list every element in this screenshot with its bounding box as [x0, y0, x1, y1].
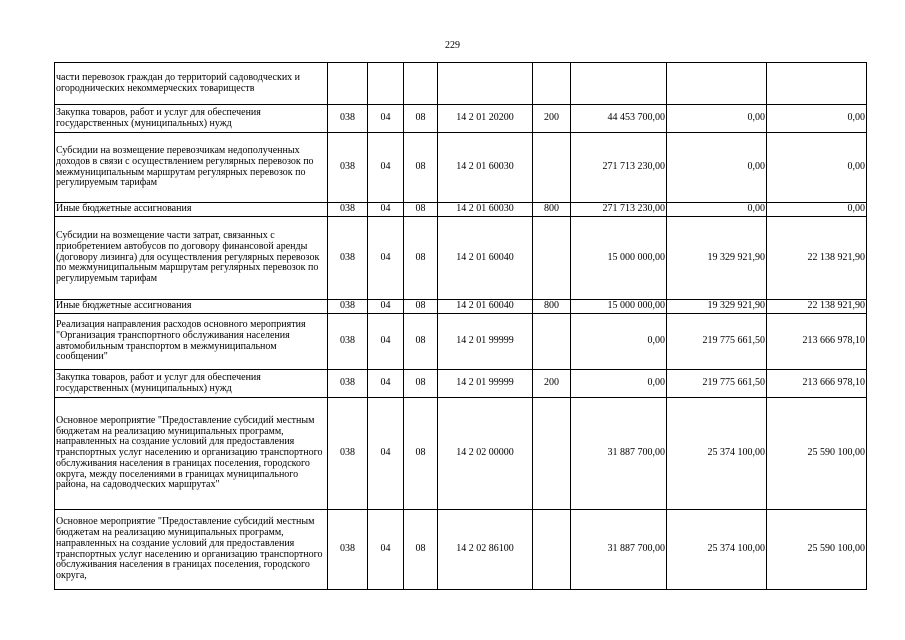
amount-year1-cell: 44 453 700,00	[571, 105, 667, 133]
ministry-code-cell: 038	[328, 203, 368, 217]
ministry-code-cell: 038	[328, 133, 368, 203]
description-cell: Основное мероприятие "Предоставление субсидий местным бюджетам на реализацию муниципальных программ, направленных на создание условий для предоставления транспортных услуг населению и организацию транспортного обслуживания населения в границах поселения, городского округа, между поселениями в границах муниципального района, на садоводческих маршрутах"	[55, 398, 328, 510]
section-code-cell: 04	[368, 300, 404, 314]
section-code-cell: 04	[368, 105, 404, 133]
amount-year1-cell: 0,00	[571, 314, 667, 370]
subsection-code-cell: 08	[404, 203, 438, 217]
expense-type-cell	[533, 217, 571, 300]
table-row	[55, 203, 867, 217]
table-row	[55, 133, 867, 203]
expense-type-cell: 800	[533, 300, 571, 314]
table-row	[55, 217, 867, 300]
target-article-cell: 14 2 01 60040	[438, 217, 533, 300]
target-article-cell: 14 2 01 60040	[438, 300, 533, 314]
section-code-cell: 04	[368, 370, 404, 398]
amount-year1-cell: 15 000 000,00	[571, 217, 667, 300]
amount-year2-cell: 0,00	[667, 105, 767, 133]
amount-year3-cell: 0,00	[767, 133, 867, 203]
page-number: 229	[445, 40, 460, 51]
amount-year3-cell: 0,00	[767, 203, 867, 217]
ministry-code-cell: 038	[328, 314, 368, 370]
target-article-cell: 14 2 01 20200	[438, 105, 533, 133]
amount-year3-cell	[767, 63, 867, 105]
ministry-code-cell: 038	[328, 510, 368, 590]
subsection-code-cell: 08	[404, 510, 438, 590]
section-code-cell	[368, 63, 404, 105]
description-cell: Иные бюджетные ассигнования	[55, 300, 328, 314]
ministry-code-cell: 038	[328, 370, 368, 398]
description-cell: части перевозок граждан до территорий садоводческих и огороднических некоммерческих товариществ	[55, 63, 328, 105]
amount-year3-cell: 22 138 921,90	[767, 217, 867, 300]
amount-year1-cell: 31 887 700,00	[571, 510, 667, 590]
description-cell: Основное мероприятие "Предоставление субсидий местным бюджетам на реализацию муниципальных программ, направленных на создание условий для предоставления транспортных услуг населению и организацию транспортного обслуживания населения в границах поселения, городского округа,	[55, 510, 328, 590]
table-row	[55, 314, 867, 370]
section-code-cell: 04	[368, 510, 404, 590]
expense-type-cell: 200	[533, 105, 571, 133]
amount-year2-cell: 19 329 921,90	[667, 217, 767, 300]
amount-year1-cell	[571, 63, 667, 105]
target-article-cell: 14 2 01 60030	[438, 133, 533, 203]
budget-table	[54, 62, 867, 590]
target-article-cell: 14 2 02 00000	[438, 398, 533, 510]
target-article-cell: 14 2 01 99999	[438, 370, 533, 398]
amount-year1-cell: 31 887 700,00	[571, 398, 667, 510]
description-cell: Субсидии на возмещение перевозчикам недополученных доходов в связи с осуществлением регулярных перевозок по межмуниципальным маршрутам регулярных перевозок по регулируемым тарифам	[55, 133, 328, 203]
amount-year2-cell: 25 374 100,00	[667, 398, 767, 510]
amount-year3-cell: 213 666 978,10	[767, 370, 867, 398]
subsection-code-cell: 08	[404, 217, 438, 300]
section-code-cell: 04	[368, 203, 404, 217]
amount-year3-cell: 25 590 100,00	[767, 398, 867, 510]
expense-type-cell: 200	[533, 370, 571, 398]
table-row	[55, 398, 867, 510]
section-code-cell: 04	[368, 133, 404, 203]
description-cell: Закупка товаров, работ и услуг для обеспечения государственных (муниципальных) нужд	[55, 105, 328, 133]
section-code-cell: 04	[368, 314, 404, 370]
amount-year1-cell: 0,00	[571, 370, 667, 398]
ministry-code-cell: 038	[328, 105, 368, 133]
description-cell: Иные бюджетные ассигнования	[55, 203, 328, 217]
expense-type-cell	[533, 63, 571, 105]
amount-year3-cell: 25 590 100,00	[767, 510, 867, 590]
subsection-code-cell	[404, 63, 438, 105]
table-row	[55, 105, 867, 133]
ministry-code-cell: 038	[328, 217, 368, 300]
amount-year3-cell: 213 666 978,10	[767, 314, 867, 370]
subsection-code-cell: 08	[404, 133, 438, 203]
amount-year1-cell: 15 000 000,00	[571, 300, 667, 314]
target-article-cell: 14 2 01 99999	[438, 314, 533, 370]
amount-year2-cell: 0,00	[667, 203, 767, 217]
amount-year2-cell: 19 329 921,90	[667, 300, 767, 314]
amount-year2-cell: 0,00	[667, 133, 767, 203]
description-cell: Закупка товаров, работ и услуг для обеспечения государственных (муниципальных) нужд	[55, 370, 328, 398]
expense-type-cell	[533, 133, 571, 203]
amount-year3-cell: 22 138 921,90	[767, 300, 867, 314]
expense-type-cell	[533, 314, 571, 370]
amount-year2-cell: 25 374 100,00	[667, 510, 767, 590]
amount-year1-cell: 271 713 230,00	[571, 203, 667, 217]
amount-year2-cell: 219 775 661,50	[667, 370, 767, 398]
table-row	[55, 63, 867, 105]
subsection-code-cell: 08	[404, 314, 438, 370]
ministry-code-cell: 038	[328, 300, 368, 314]
amount-year3-cell: 0,00	[767, 105, 867, 133]
description-cell: Субсидии на возмещение части затрат, связанных с приобретением автобусов по договору финансовой аренды (договору лизинга) для осуществления регулярных перевозок по межмуниципальным маршрутам регулярных перевозок по регулируемым тарифам	[55, 217, 328, 300]
description-cell: Реализация направления расходов основного мероприятия "Организация транспортного обслуживания населения автомобильным транспортом в межмуниципальном сообщении"	[55, 314, 328, 370]
section-code-cell: 04	[368, 217, 404, 300]
subsection-code-cell: 08	[404, 398, 438, 510]
target-article-cell	[438, 63, 533, 105]
expense-type-cell: 800	[533, 203, 571, 217]
table-row	[55, 370, 867, 398]
subsection-code-cell: 08	[404, 300, 438, 314]
ministry-code-cell	[328, 63, 368, 105]
amount-year2-cell: 219 775 661,50	[667, 314, 767, 370]
expense-type-cell	[533, 398, 571, 510]
table-row	[55, 300, 867, 314]
amount-year1-cell: 271 713 230,00	[571, 133, 667, 203]
subsection-code-cell: 08	[404, 370, 438, 398]
table-row	[55, 510, 867, 590]
section-code-cell: 04	[368, 398, 404, 510]
ministry-code-cell: 038	[328, 398, 368, 510]
expense-type-cell	[533, 510, 571, 590]
target-article-cell: 14 2 02 86100	[438, 510, 533, 590]
target-article-cell: 14 2 01 60030	[438, 203, 533, 217]
table-body	[55, 63, 867, 590]
amount-year2-cell	[667, 63, 767, 105]
subsection-code-cell: 08	[404, 105, 438, 133]
